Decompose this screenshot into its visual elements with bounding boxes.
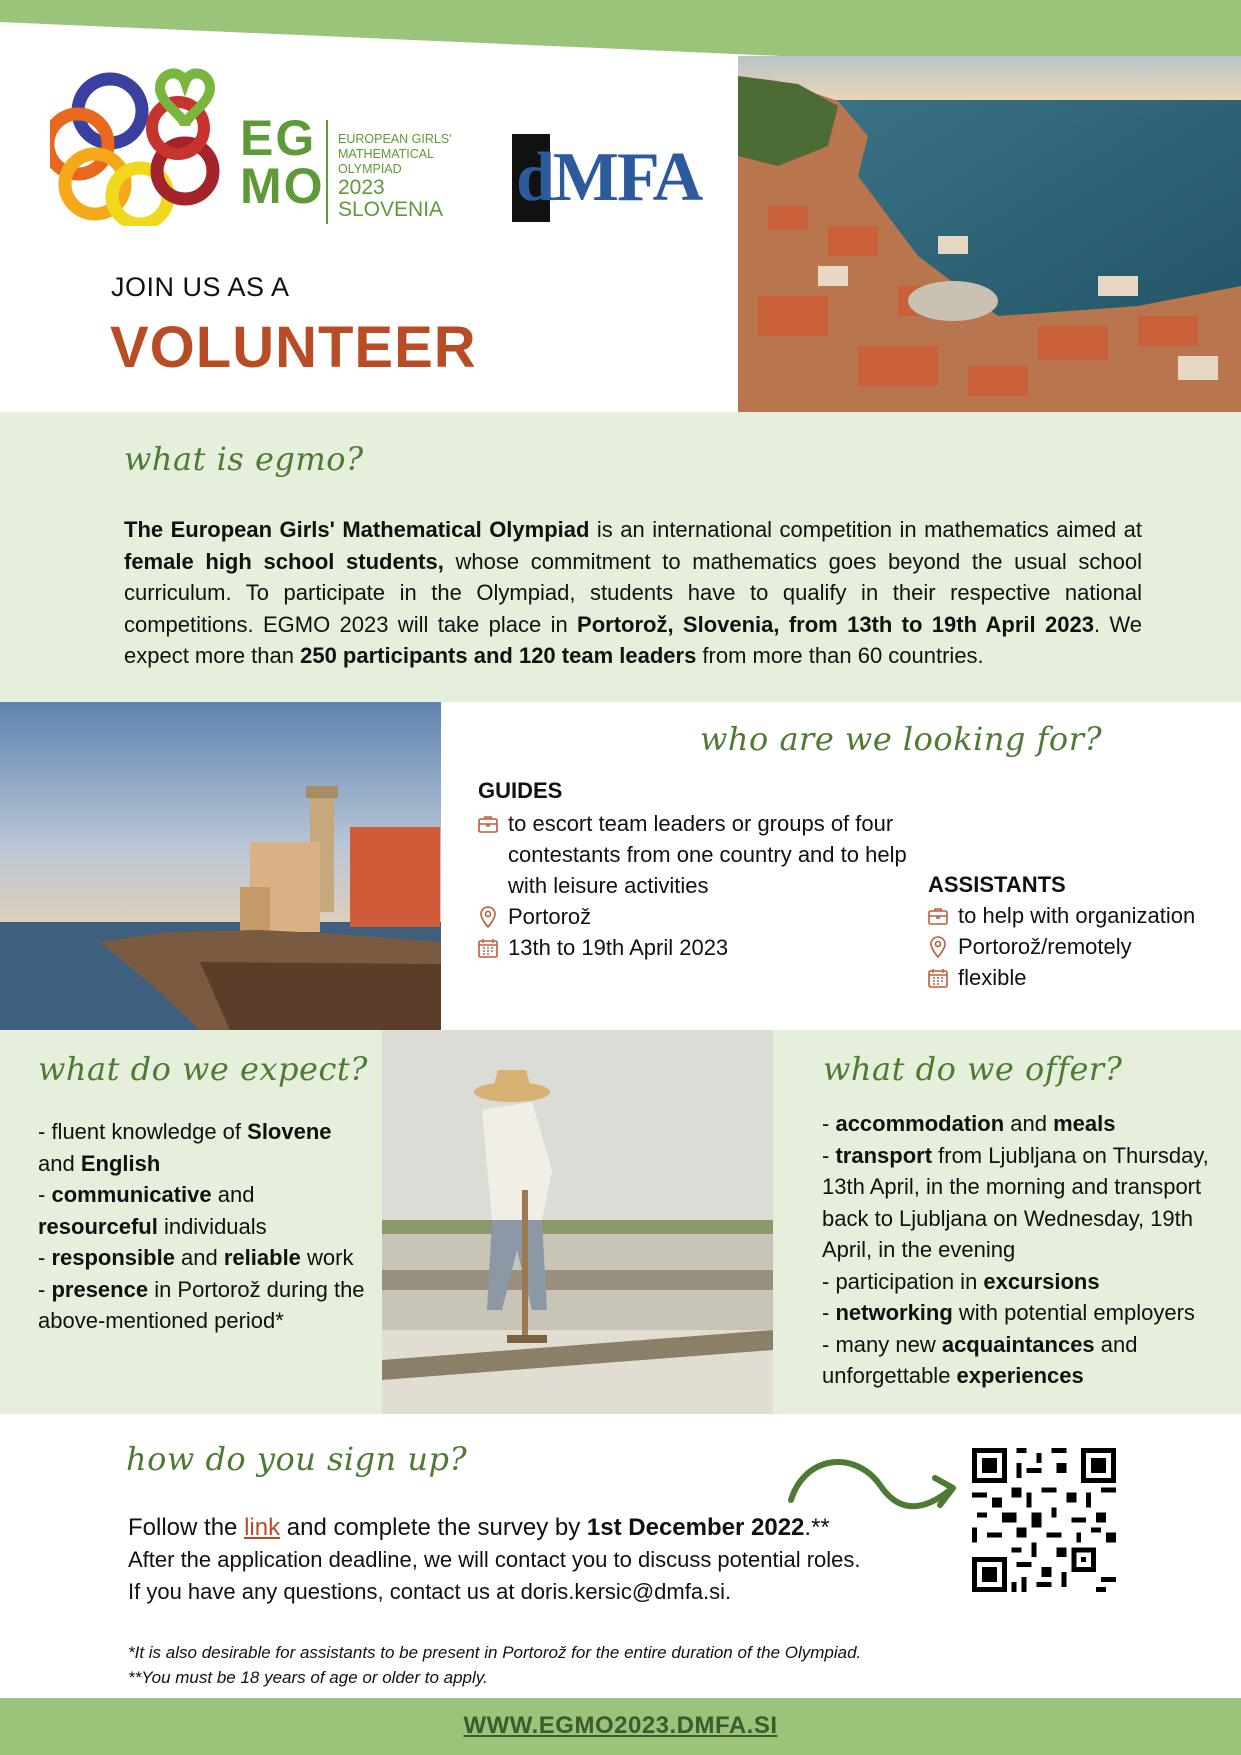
text-run: - (822, 1142, 836, 1168)
offer-item (822, 1108, 1232, 1140)
assistants-item-task (926, 900, 1226, 931)
expect-heading: what do we expect? (38, 1050, 368, 1088)
guides-item-text: to escort team leaders or groups of four contestants from one country and to help with leisure activities (508, 811, 907, 898)
signup-text (128, 1512, 861, 1608)
text-run: The European Girls' Mathematical Olympiad (124, 517, 590, 542)
offer-heading: what do we offer? (823, 1050, 1123, 1088)
expect-list (38, 1116, 368, 1337)
text-run: Follow the (128, 1514, 245, 1541)
egmo-logo (50, 62, 460, 242)
footnote: *It is also desirable for assistants to be present in Portorož for the entire duration of the Olympiad. (128, 1643, 862, 1662)
join-us-text: JOIN US AS A (111, 272, 290, 302)
text-run: - fluent knowledge of (38, 1119, 248, 1144)
text-run: communicative (51, 1182, 212, 1207)
expect-item (38, 1116, 368, 1179)
text-run: accommodation (835, 1111, 1005, 1136)
location-pin-icon (476, 905, 500, 929)
briefcase-icon (926, 904, 950, 928)
offer-item (822, 1297, 1232, 1329)
text-run: individuals (157, 1213, 267, 1239)
qr-code[interactable] (972, 1448, 1116, 1592)
text-run: transport (835, 1142, 933, 1168)
offer-item (822, 1329, 1232, 1392)
text-run: 250 participants and 120 team leaders (300, 643, 697, 668)
footnotes (128, 1640, 861, 1690)
survey-link[interactable]: link (244, 1514, 281, 1541)
calendar-icon (476, 936, 500, 960)
text-run: - (38, 1182, 52, 1207)
text-run: Portorož, Slovenia, from 13th to 19th April 2023 (577, 611, 1094, 637)
expect-item (38, 1242, 368, 1274)
text-run: acquaintances (941, 1331, 1095, 1357)
signup-heading: how do you sign up? (126, 1440, 468, 1478)
egmo-wordmark: EG MO (240, 110, 325, 214)
guides-title: GUIDES (478, 778, 563, 803)
text-run: - many new (822, 1331, 942, 1357)
assistants-title: ASSISTANTS (928, 872, 1066, 897)
text-run: and unforgettable (822, 1331, 1138, 1388)
briefcase-icon (476, 812, 500, 836)
text-run: from more than 60 countries. (696, 643, 984, 668)
what-is-egmo-paragraph (124, 514, 1142, 672)
expect-item (38, 1274, 368, 1337)
text-run: - (38, 1245, 52, 1270)
footnote: **You must be 18 years of age or older to apply. (128, 1668, 488, 1687)
calendar-icon (926, 966, 950, 990)
piran-aerial-photo (738, 56, 1241, 412)
offer-item (822, 1140, 1232, 1266)
footer-band (0, 1698, 1241, 1755)
text-run: experiences (956, 1363, 1084, 1388)
deadline: 1st December 2022 (586, 1514, 805, 1541)
text-run: with potential employers (952, 1300, 1195, 1325)
looking-for-heading: who are we looking for? (700, 720, 1103, 758)
website-link[interactable]: WWW.EGMO2023.DMFA.SI (463, 1712, 778, 1739)
assistants-item-text: flexible (958, 965, 1027, 990)
offer-list (822, 1108, 1232, 1392)
signup-line-2: After the application deadline, we will contact you to discuss potential roles. (128, 1547, 861, 1572)
guides-item-text: 13th to 19th April 2023 (508, 935, 729, 960)
text-run: resourceful (38, 1213, 158, 1239)
text-run: . We expect more than (124, 611, 1142, 668)
text-run: and (211, 1182, 255, 1207)
text-run: and (1004, 1111, 1054, 1136)
location-pin-icon (926, 935, 950, 959)
assistants-item-location (926, 931, 1226, 962)
egmo-logo-text (338, 132, 452, 221)
signup-line-3: If you have any questions, contact us at doris.kersic@dmfa.si. (128, 1579, 732, 1604)
text-run: and complete the survey by (280, 1514, 587, 1541)
egmo-ring-icon (50, 66, 225, 226)
logo-line: 2023 (338, 176, 385, 199)
text-run: excursions (983, 1268, 1100, 1294)
text-run: and (38, 1150, 81, 1176)
text-run: female high school students, (124, 548, 444, 574)
piran-lighthouse-photo (0, 702, 441, 1030)
assistants-item-text: Portorož/remotely (958, 934, 1132, 959)
logo-line: OLYMPIAD (338, 162, 402, 176)
text-run: from Ljubljana on Thursday, 13th April, in the morning and transport back to Ljubljana on Wednesday, 19th April, in the evening (822, 1142, 1209, 1262)
volunteer-title: VOLUNTEER (110, 315, 477, 380)
guides-item-task (476, 808, 916, 901)
text-run: in Portorož during the above-mentioned period* (38, 1276, 365, 1333)
guides-item-text: Portorož (508, 904, 592, 929)
guides-list (476, 808, 916, 963)
assistants-item-dates (926, 962, 1226, 993)
text-run: - (822, 1300, 836, 1325)
assistants-item-text: to help with organization (958, 903, 1196, 928)
signup-line-1 (128, 1512, 861, 1544)
text-run: responsible (51, 1245, 175, 1270)
text-run: whose commitment to mathematics goes beyond the usual school curriculum. To participate in the Olympiad, students have to qualify in their respective national competitions. EGMO 2023 will take place in (124, 548, 1143, 637)
what-is-egmo-heading: what is egmo? (124, 440, 364, 478)
guides-item-location (476, 901, 916, 932)
text-run: presence (51, 1276, 149, 1302)
logo-line: SLOVENIA (338, 198, 444, 221)
salt-worker-photo (382, 1030, 773, 1414)
text-run: - participation in (822, 1268, 984, 1294)
dmfa-logo (510, 132, 702, 224)
text-run: work (300, 1245, 354, 1270)
dmfa-wordmark: dMFA (516, 139, 702, 216)
text-run: Slovene (247, 1119, 332, 1144)
assistants-list (926, 900, 1226, 993)
text-run: meals (1053, 1111, 1116, 1136)
logo-divider (326, 120, 328, 224)
text-run: English (80, 1150, 161, 1176)
text-run: reliable (223, 1245, 301, 1270)
text-run: - (38, 1276, 52, 1302)
text-run: - (822, 1111, 836, 1136)
guides-item-dates (476, 932, 916, 963)
offer-item (822, 1266, 1232, 1298)
curved-arrow-icon (785, 1450, 960, 1530)
logo-line: EUROPEAN GIRLS' (338, 132, 452, 146)
text-run: and (174, 1245, 224, 1270)
text-run: .** (804, 1514, 830, 1541)
text-run: networking (835, 1300, 953, 1325)
text-run: is an international competition in mathematics aimed at (589, 517, 1142, 542)
logo-line: MATHEMATICAL (338, 147, 435, 161)
expect-item (38, 1179, 368, 1242)
